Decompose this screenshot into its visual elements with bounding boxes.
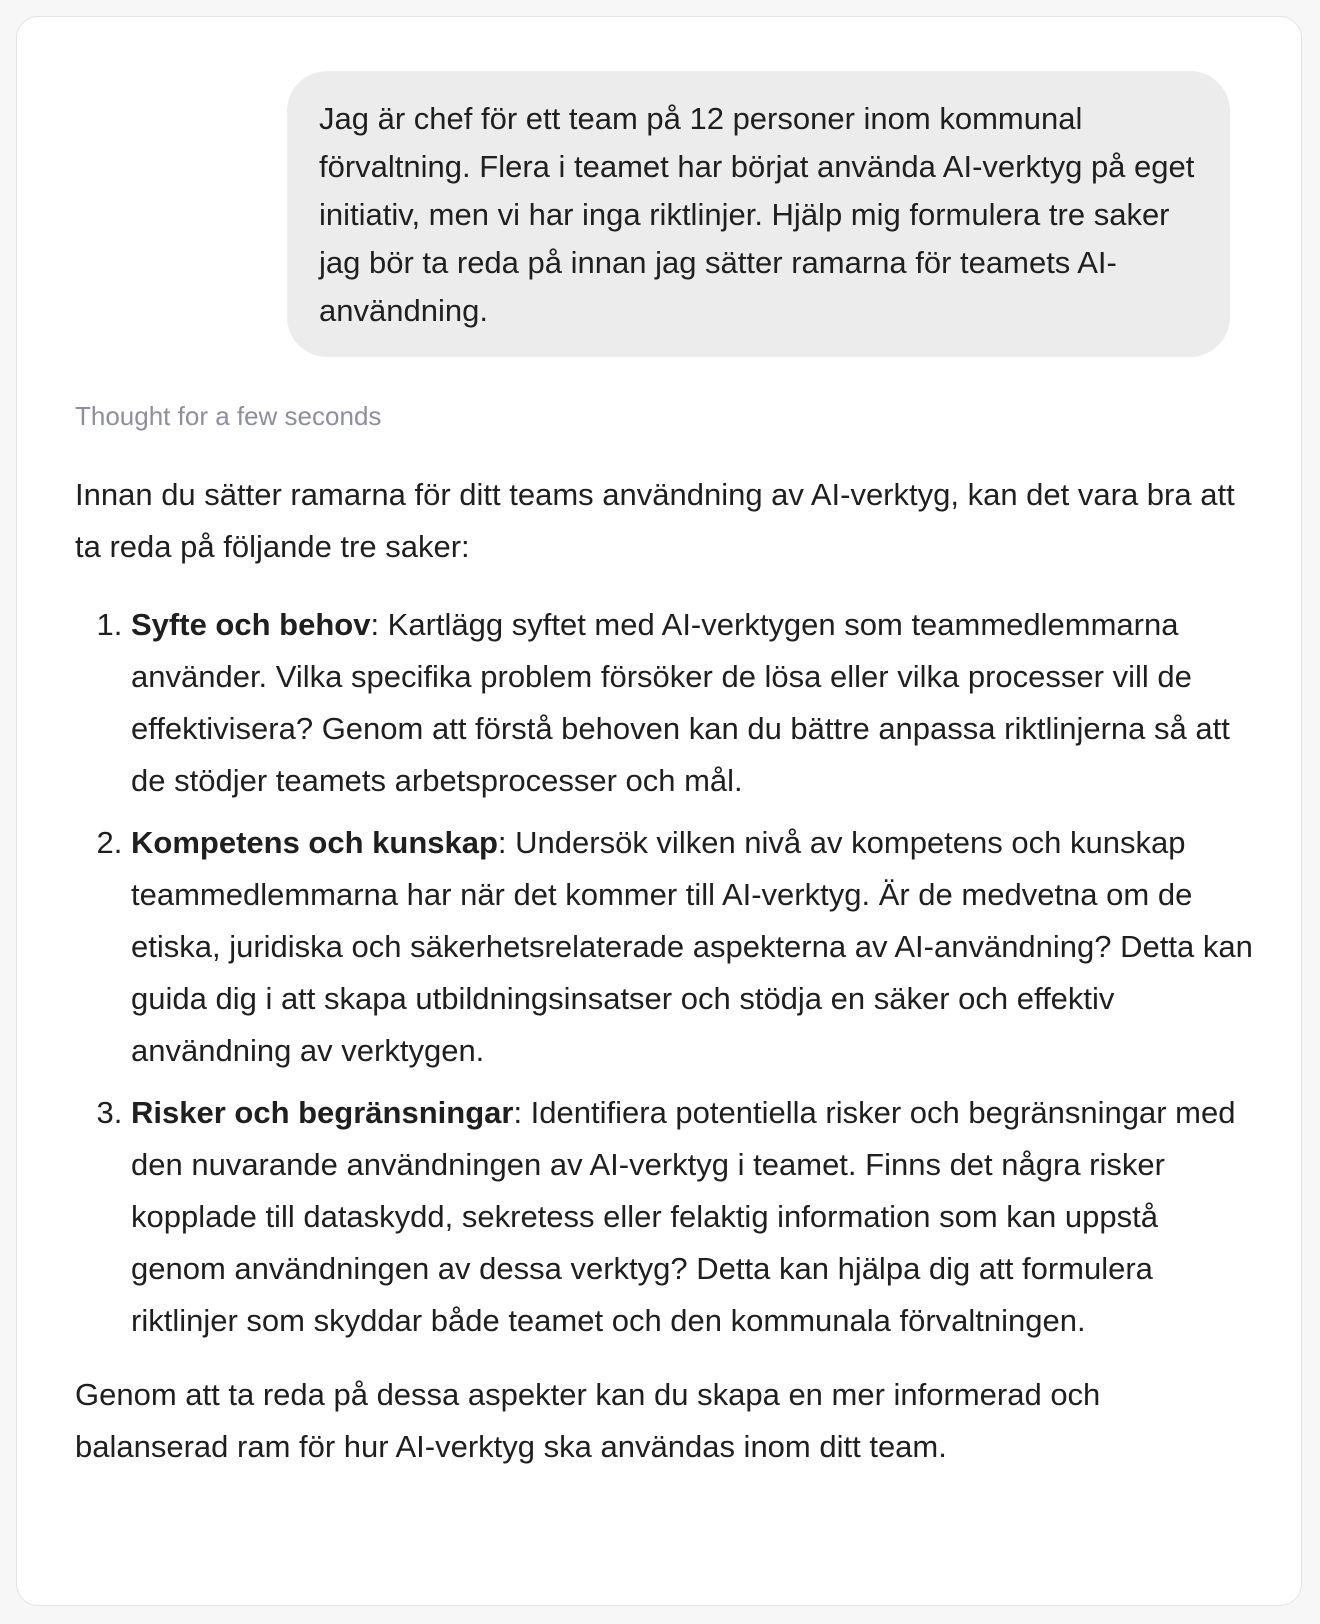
- response-outro: Genom att ta reda på dessa aspekter kan du skapa en mer informerad och balanserad ram för hur AI-verktyg ska användas inom ditt team.: [75, 1377, 1101, 1464]
- list-item-text: : Identifiera potentiella risker och begränsningar med den nuvarande användningen av AI-verktyg i teamet. Finns det några risker kopplade till dataskydd, sekretess eller felaktig information som kan uppstå genom användningen av dessa verktyg? Detta kan hjälpa dig att formulera riktlinjer som skyddar både teamet och den kommunala förvaltningen.: [131, 1095, 1236, 1338]
- thought-duration-label[interactable]: Thought for a few seconds: [75, 401, 382, 431]
- user-message-bubble: [287, 71, 1230, 357]
- list-item-text: : Kartlägg syftet med AI-verktygen som teammedlemmarna använder. Vilka specifika problem försöker de lösa eller vilka processer vill de effektivisera? Genom att förstå behoven kan du bättre anpassa riktlinjerna så att de stödjer teamets arbetsprocesser och mål.: [131, 607, 1230, 798]
- list-item: [131, 1087, 1255, 1347]
- response-list: [75, 599, 1255, 1347]
- assistant-response: [75, 469, 1255, 1473]
- user-message-text: Jag är chef för ett team på 12 personer inom kommunal förvaltning. Flera i teamet har börjat använda AI-verktyg på eget initiativ, men vi har inga riktlinjer. Hjälp mig formulera tre saker jag bör ta reda på innan jag sätter ramarna för teamets AI-användning.: [319, 101, 1195, 328]
- list-item-title: Kompetens och kunskap: [131, 825, 498, 860]
- list-item-text: : Undersök vilken nivå av kompetens och kunskap teammedlemmarna har när det kommer till AI-verktyg. Är de medvetna om de etiska, juridiska och säkerhetsrelaterade aspekterna av AI-användning? Detta kan guida dig i att skapa utbildningsinsatser och stödja en säker och effektiv användning av verktygen.: [131, 825, 1253, 1068]
- list-item: [131, 599, 1255, 807]
- chat-card: [16, 16, 1302, 1606]
- list-item: [131, 817, 1255, 1077]
- list-item-title: Syfte och behov: [131, 607, 371, 642]
- list-item-title: Risker och begränsningar: [131, 1095, 514, 1130]
- response-intro: Innan du sätter ramarna för ditt teams användning av AI-verktyg, kan det vara bra att ta reda på följande tre saker:: [75, 477, 1235, 564]
